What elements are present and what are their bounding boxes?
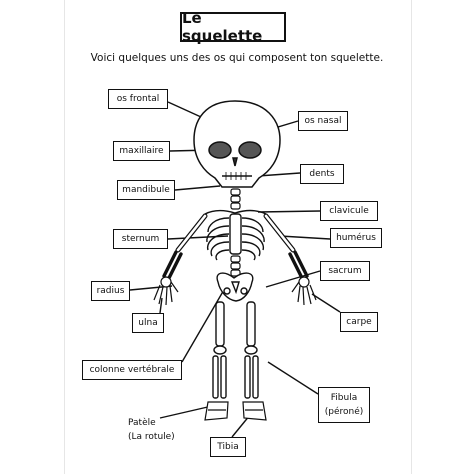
- label-fibula: [318, 387, 370, 423]
- skull: [194, 101, 280, 187]
- label-humerus: humérus: [330, 228, 382, 248]
- left-patella: [214, 346, 226, 354]
- label-ulna: ulna: [132, 313, 164, 333]
- label-carpe: carpe: [340, 312, 378, 332]
- leader-fibula: [268, 362, 318, 394]
- left-eye-socket: [209, 142, 231, 158]
- left-foot: [205, 402, 228, 420]
- page-title: Le squelette: [180, 12, 286, 42]
- label-fibula-line2: (péroné): [324, 407, 364, 417]
- label-maxillaire: maxillaire: [113, 141, 170, 161]
- label-os-nasal: os nasal: [298, 111, 348, 131]
- right-fibula: [245, 356, 250, 398]
- feet: [205, 402, 266, 420]
- leader-carpe: [312, 294, 340, 312]
- page-subtitle: Voici quelques uns des os qui composent ton squelette.: [90, 52, 384, 64]
- label-patele: [128, 416, 175, 444]
- leader-humerus: [280, 236, 330, 239]
- label-sternum: sternum: [113, 229, 168, 249]
- left-femur: [216, 302, 224, 346]
- label-clavicule: clavicule: [320, 201, 378, 221]
- label-colonne-vertebrale: colonne vertébrale: [82, 360, 182, 380]
- label-dents: dents: [300, 164, 344, 184]
- right-tibia: [253, 356, 258, 398]
- right-eye-socket: [239, 142, 261, 158]
- leader-sacrum: [266, 271, 320, 287]
- label-radius: radius: [91, 281, 130, 301]
- label-os-frontal: os frontal: [108, 89, 168, 109]
- leader-sternum: [168, 236, 228, 239]
- right-femur: [247, 302, 255, 346]
- pelvis: [217, 273, 253, 301]
- left-carpals: [161, 277, 171, 287]
- label-tibia: Tibia: [210, 437, 246, 457]
- leader-mandibule: [175, 186, 220, 190]
- right-foot: [243, 402, 266, 420]
- label-patele-line2: (La rotule): [128, 432, 175, 442]
- right-patella: [245, 346, 257, 354]
- label-patele-line1: Patèle: [128, 418, 156, 428]
- legs: [213, 302, 258, 398]
- label-sacrum: sacrum: [320, 261, 370, 281]
- left-fibula: [221, 356, 226, 398]
- leader-clavicule: [258, 211, 320, 212]
- cranium: [194, 101, 280, 187]
- label-mandibule: mandibule: [117, 180, 175, 200]
- ribcage: [205, 211, 266, 261]
- left-tibia: [213, 356, 218, 398]
- right-carpals: [299, 277, 309, 287]
- sternum-bone: [230, 214, 241, 254]
- label-fibula-line1: Fibula: [330, 393, 358, 403]
